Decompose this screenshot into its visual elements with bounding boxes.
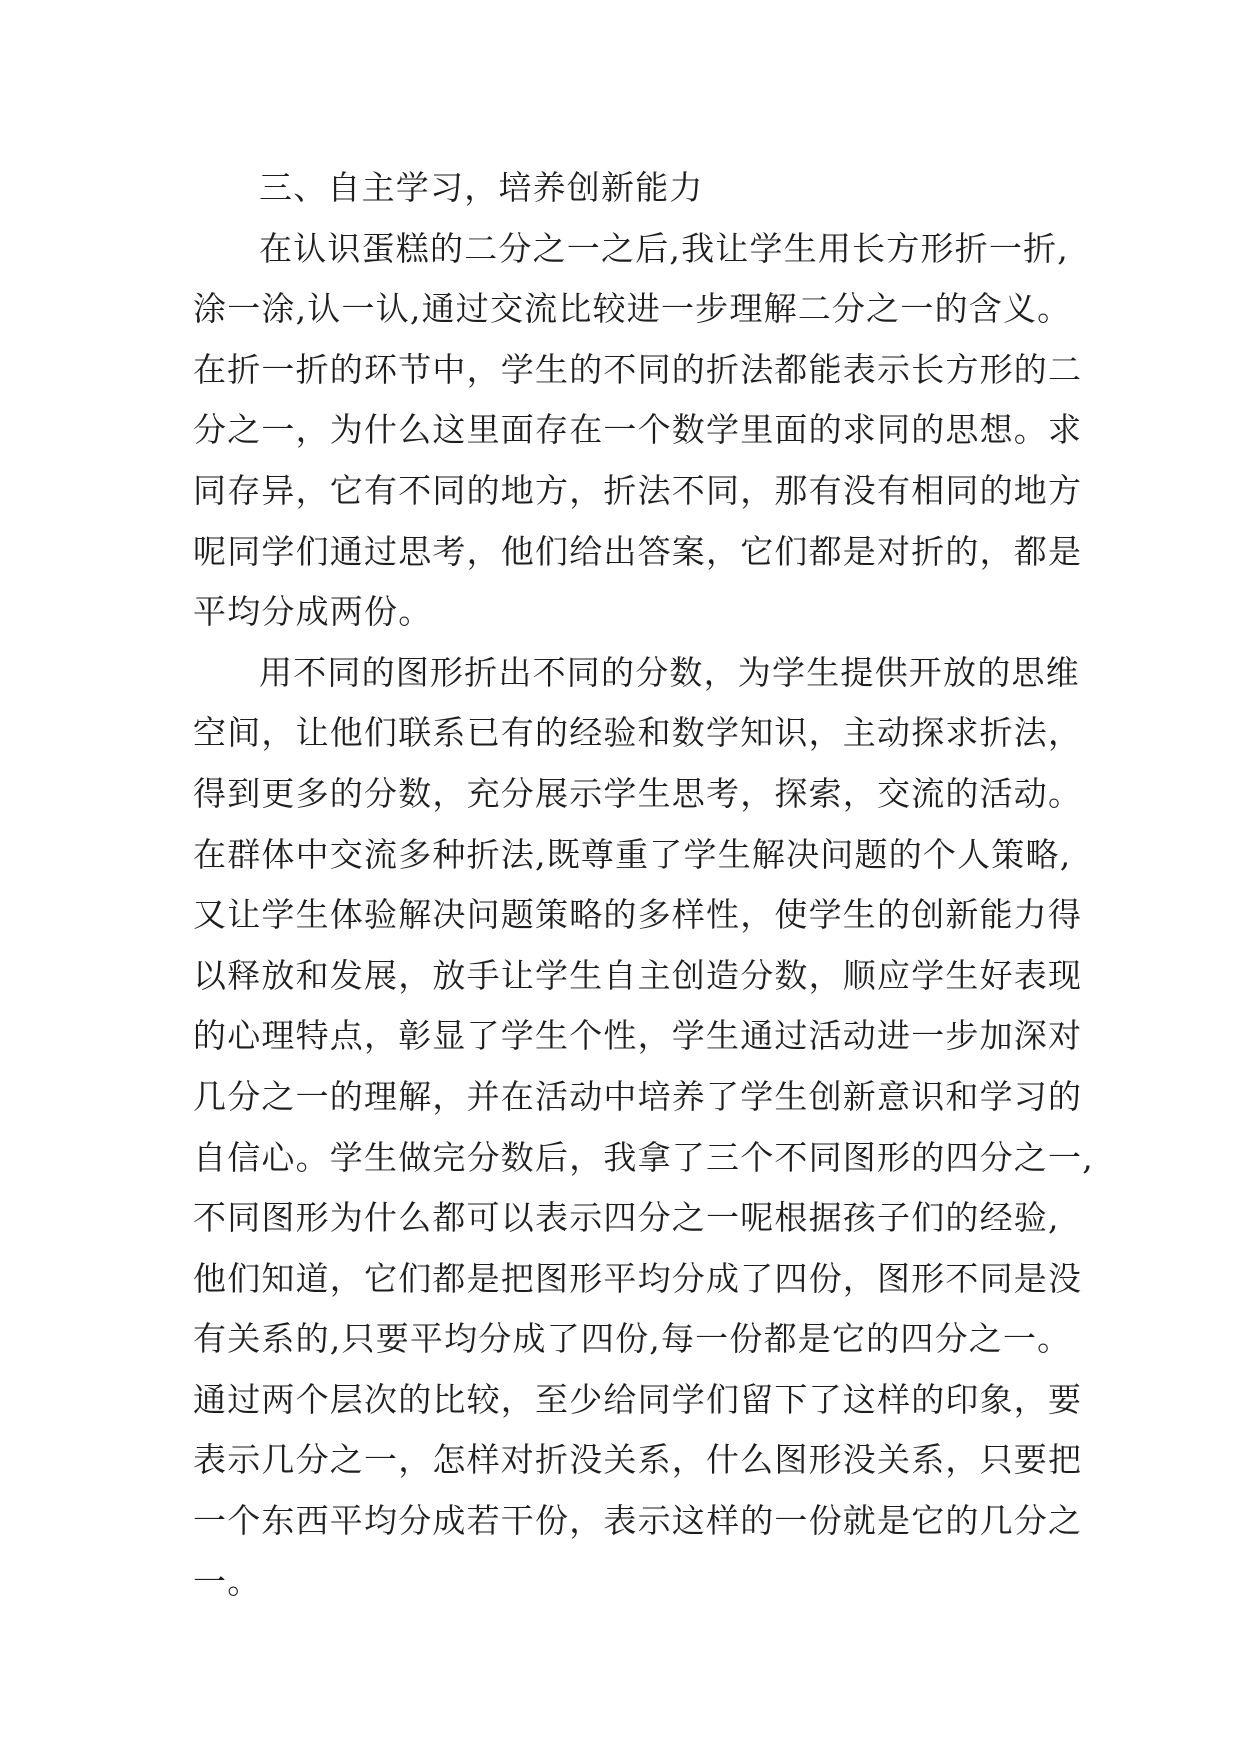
text-line: 在认识蛋糕的二分之一之后,我让学生用长方形折一折, (259, 228, 1069, 268)
text-line: 呢同学们通过思考，他们给出答案，它们都是对折的，都是 (193, 531, 1083, 571)
text-line: 一。 (193, 1561, 262, 1601)
paragraph-1 (193, 219, 1083, 643)
text-line: 在群体中交流多种折法,既尊重了学生解决问题的个人策略, (193, 834, 1072, 874)
section-heading: 三、自主学习，培养创新能力 (259, 168, 704, 207)
document-body (193, 158, 1094, 1612)
text-line: 几分之一的理解，并在活动中培养了学生创新意识和学习的 (193, 1076, 1083, 1116)
text-line: 以释放和发展，放手让学生自主创造分数，顺应学生好表现 (193, 955, 1083, 995)
text-line: 他们知道，它们都是把图形平均分成了四份，图形不同是没 (193, 1258, 1083, 1298)
text-line: 空间，让他们联系已有的经验和数学知识，主动探求折法， (193, 713, 1083, 753)
text-line: 有关系的,只要平均分成了四份,每一份都是它的四分之一。 (193, 1319, 1072, 1359)
text-line: 同存异，它有不同的地方，折法不同，那有没有相同的地方 (193, 470, 1083, 510)
text-line: 用不同的图形折出不同的分数，为学生提供开放的思维 (259, 652, 1080, 692)
text-line: 自信心。学生做完分数后，我拿了三个不同图形的四分之一, (193, 1137, 1094, 1177)
text-line: 又让学生体验解决问题策略的多样性，使学生的创新能力得 (193, 895, 1083, 935)
text-line: 平均分成两份。 (193, 592, 433, 632)
text-line: 得到更多的分数，充分展示学生思考，探索，交流的活动。 (193, 773, 1083, 813)
text-line: 通过两个层次的比较，至少给同学们留下了这样的印象，要 (193, 1379, 1083, 1419)
text-line: 的心理特点，彰显了学生个性，学生通过活动进一步加深对 (193, 1016, 1083, 1056)
text-line: 不同图形为什么都可以表示四分之一呢根据孩子们的经验, (193, 1198, 1060, 1238)
text-line: 分之一，为什么这里面存在一个数学里面的求同的思想。求 (193, 410, 1083, 450)
text-line: 在折一折的环节中，学生的不同的折法都能表示长方形的二 (193, 349, 1083, 389)
text-line: 表示几分之一，怎样对折没关系，什么图形没关系，只要把 (193, 1440, 1083, 1480)
text-line: 涂一涂,认一认,通过交流比较进一步理解二分之一的含义。 (193, 289, 1072, 329)
paragraph-2 (193, 643, 1094, 1613)
text-line: 一个东西平均分成若干份，表示这样的一份就是它的几分之 (193, 1501, 1083, 1541)
